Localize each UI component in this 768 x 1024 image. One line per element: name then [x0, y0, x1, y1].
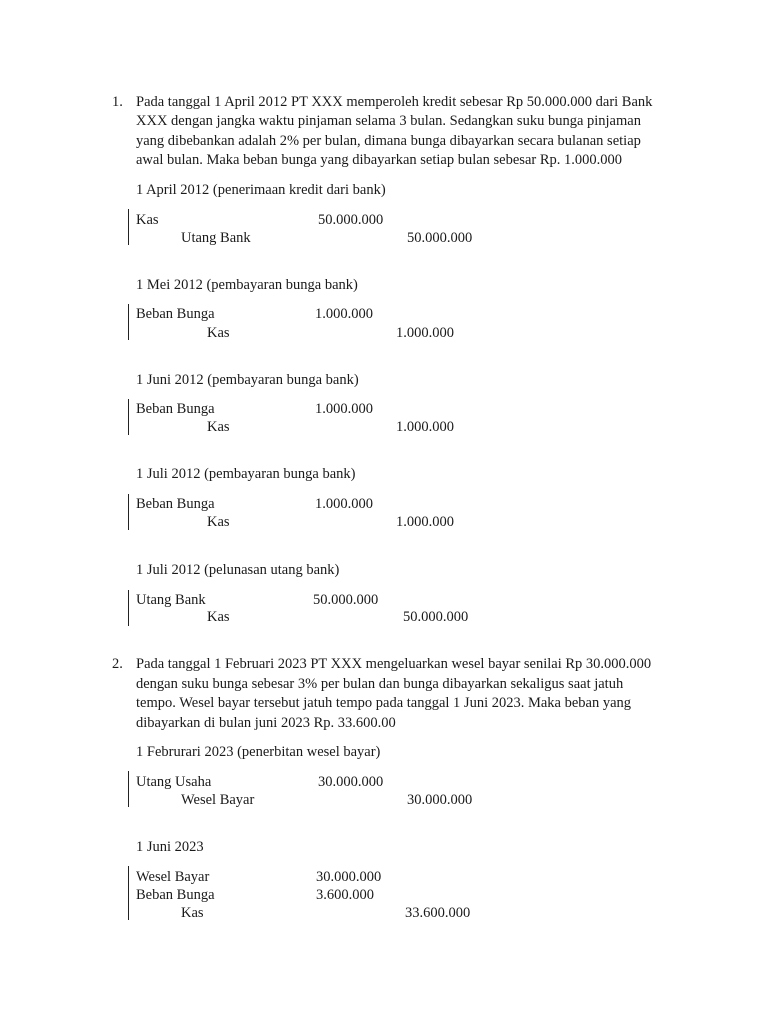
credit-account: Wesel Bayar — [181, 792, 255, 808]
debit-account: Wesel Bayar — [136, 869, 210, 885]
credit-account: Kas — [181, 905, 204, 921]
debit-account: Beban Bunga — [136, 306, 215, 322]
credit-account: Kas — [207, 514, 230, 530]
debit-account: Beban Bunga — [136, 401, 215, 417]
debit-amount: 1.000.000 — [315, 401, 373, 417]
debit-amount: 50.000.000 — [313, 592, 379, 608]
entry-bracket — [128, 590, 129, 626]
debit-account: Kas — [136, 212, 159, 228]
debit-amount: 1.000.000 — [315, 496, 373, 512]
entry-heading: 1 Juli 2012 (pembayaran bunga bank) — [136, 466, 356, 482]
credit-account: Utang Bank — [181, 230, 251, 246]
entry-bracket — [128, 209, 129, 245]
debit-amount: 1.000.000 — [315, 306, 373, 322]
credit-account: Kas — [207, 609, 230, 625]
debit-account: Beban Bunga — [136, 496, 215, 512]
entry-bracket — [128, 399, 129, 435]
entry-bracket — [128, 494, 129, 530]
paragraph-line: yang dibebankan adalah 2% per bulan, dimana bunga dibayarkan secara bulanan setiap — [136, 133, 641, 149]
entry-heading: 1 Juni 2012 (pembayaran bunga bank) — [136, 372, 359, 388]
debit-amount: 30.000.000 — [318, 774, 384, 790]
debit-amount: 30.000.000 — [316, 869, 382, 885]
debit-amount: 3.600.000 — [316, 887, 374, 903]
debit-account: Utang Usaha — [136, 774, 212, 790]
paragraph-line: awal bulan. Maka beban bunga yang dibayarkan setiap bulan sebesar Rp. 1.000.000 — [136, 152, 623, 168]
paragraph-line: tempo. Wesel bayar tersebut jatuh tempo pada tanggal 1 Juni 2023. Maka beban yang — [136, 695, 632, 711]
paragraph-line: dengan suku bunga sebesar 3% per bulan dan bunga dibayarkan sekaligus saat jatuh — [136, 676, 624, 692]
credit-account: Kas — [207, 325, 230, 341]
entry-heading: 1 Juni 2023 — [136, 839, 204, 855]
credit-account: Kas — [207, 419, 230, 435]
debit-account: Utang Bank — [136, 592, 206, 608]
credit-amount: 33.600.000 — [405, 905, 471, 921]
debit-amount: 50.000.000 — [318, 212, 384, 228]
credit-amount: 1.000.000 — [396, 325, 454, 341]
paragraph-line: XXX dengan jangka waktu pinjaman selama 3 bulan. Sedangkan suku bunga pinjaman — [136, 113, 641, 129]
paragraph-line: Pada tanggal 1 Februari 2023 PT XXX mengeluarkan wesel bayar senilai Rp 30.000.000 — [136, 656, 652, 672]
question-number: 2. — [112, 656, 123, 672]
credit-amount: 50.000.000 — [407, 230, 473, 246]
entry-bracket — [128, 866, 129, 920]
paragraph-line: Pada tanggal 1 April 2012 PT XXX memperoleh kredit sebesar Rp 50.000.000 dari Bank — [136, 94, 653, 110]
debit-account: Beban Bunga — [136, 887, 215, 903]
entry-heading: 1 Juli 2012 (pelunasan utang bank) — [136, 562, 340, 578]
credit-amount: 1.000.000 — [396, 514, 454, 530]
entry-bracket — [128, 771, 129, 807]
entry-heading: 1 April 2012 (penerimaan kredit dari bank) — [136, 182, 386, 198]
paragraph-line: dibayarkan di bulan juni 2023 Rp. 33.600.00 — [136, 715, 396, 731]
entry-heading: 1 Februrari 2023 (penerbitan wesel bayar) — [136, 744, 381, 760]
question-number: 1. — [112, 94, 123, 110]
credit-amount: 1.000.000 — [396, 419, 454, 435]
credit-amount: 30.000.000 — [407, 792, 473, 808]
entry-heading: 1 Mei 2012 (pembayaran bunga bank) — [136, 277, 358, 293]
credit-amount: 50.000.000 — [403, 609, 469, 625]
entry-bracket — [128, 304, 129, 340]
